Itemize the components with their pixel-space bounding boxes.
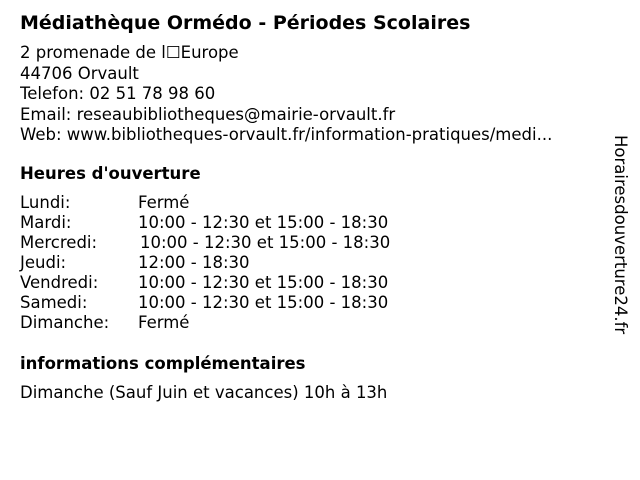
hours-row-monday — [20, 193, 390, 213]
day-hours: 10:00 - 12:30 et 15:00 - 18:30 — [140, 233, 391, 252]
web-line: Web: www.bibliotheques-orvault.fr/information-pratiques/medi... — [20, 125, 553, 144]
day-hours: 12:00 - 18:30 — [138, 253, 250, 272]
side-brand-watermark: Horairesdouverture24.fr — [611, 135, 630, 335]
email-line: Email: reseaubibliotheques@mairie-orvault.fr — [20, 104, 396, 124]
hours-table — [20, 193, 390, 333]
day-hours: 10:00 - 12:30 et 15:00 - 18:30 — [138, 293, 389, 312]
hours-row-tuesday — [20, 213, 390, 233]
hours-row-thursday — [20, 253, 390, 273]
info-heading: informations complémentaires — [20, 354, 306, 373]
day-label: Samedi: — [20, 293, 88, 312]
hours-row-wednesday — [20, 233, 390, 253]
address-city: 44706 Orvault — [20, 63, 139, 83]
day-hours: 10:00 - 12:30 et 15:00 - 18:30 — [138, 213, 389, 232]
day-label: Vendredi: — [20, 273, 99, 292]
contact-block — [20, 43, 595, 146]
hours-row-sunday — [20, 313, 390, 333]
day-hours: Fermé — [138, 193, 190, 212]
day-hours: 10:00 - 12:30 et 15:00 - 18:30 — [138, 273, 389, 292]
info-text: Dimanche (Sauf Juin et vacances) 10h à 13h — [20, 383, 388, 402]
day-label: Mercredi: — [20, 233, 98, 252]
address-street: 2 promenade de l☐Europe — [20, 43, 239, 62]
day-label: Dimanche: — [20, 313, 110, 332]
phone-line: Telefon: 02 51 78 98 60 — [20, 84, 216, 103]
day-hours: Fermé — [138, 313, 190, 332]
hours-row-saturday — [20, 293, 390, 313]
page-title: Médiathèque Ormédo - Périodes Scolaires — [20, 12, 471, 34]
hours-row-friday — [20, 273, 390, 293]
day-label: Jeudi: — [20, 253, 67, 272]
day-label: Lundi: — [20, 193, 71, 212]
hours-heading: Heures d'ouverture — [20, 164, 201, 183]
day-label: Mardi: — [20, 213, 72, 232]
